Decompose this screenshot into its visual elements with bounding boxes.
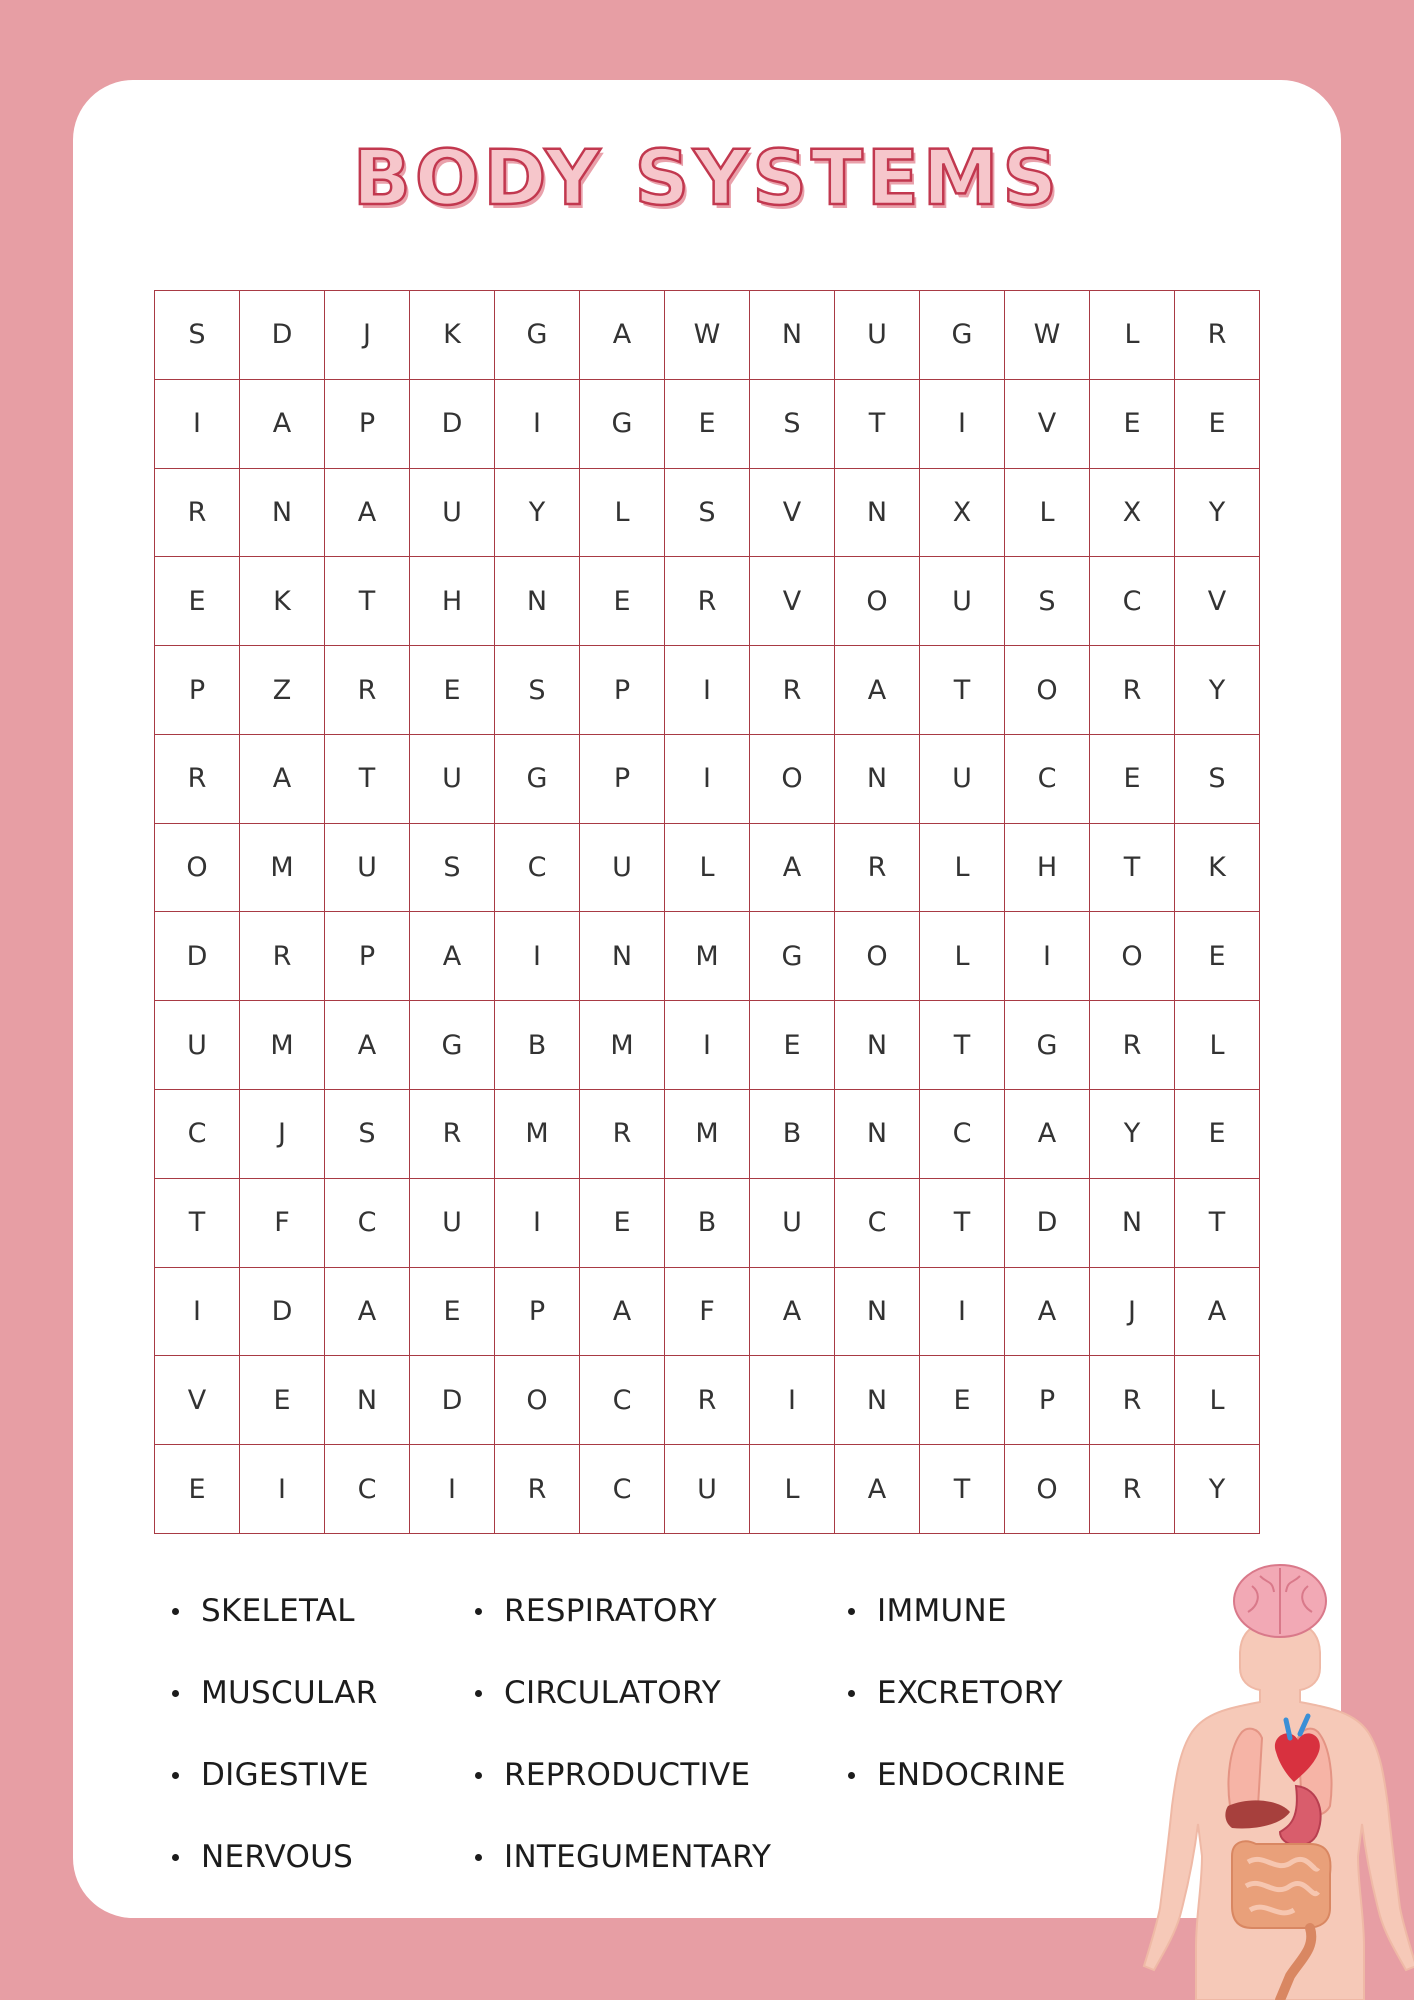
grid-cell[interactable]: C [155, 1090, 240, 1179]
grid-cell[interactable]: D [410, 380, 495, 469]
grid-cell[interactable]: G [495, 735, 580, 824]
grid-cell[interactable]: E [1090, 380, 1175, 469]
grid-cell[interactable]: K [240, 557, 325, 646]
grid-cell[interactable]: O [495, 1356, 580, 1445]
bullet-icon [172, 1772, 179, 1779]
grid-cell[interactable]: E [410, 646, 495, 735]
grid-cell[interactable]: C [835, 1179, 920, 1268]
grid-cell[interactable]: S [1005, 557, 1090, 646]
grid-cell[interactable]: V [1005, 380, 1090, 469]
grid-cell[interactable]: V [750, 557, 835, 646]
grid-cell[interactable]: E [155, 1445, 240, 1534]
grid-cell[interactable]: S [325, 1090, 410, 1179]
word-list-item [848, 1734, 1066, 1816]
grid-cell[interactable]: S [665, 469, 750, 558]
word-list-column-3 [848, 1570, 1066, 1816]
grid-cell[interactable]: N [495, 557, 580, 646]
grid-cell[interactable]: Y [1090, 1090, 1175, 1179]
grid-cell[interactable]: N [1090, 1179, 1175, 1268]
grid-cell[interactable]: R [750, 646, 835, 735]
grid-cell[interactable]: M [665, 1090, 750, 1179]
grid-cell[interactable]: A [325, 1268, 410, 1357]
word-list-item [475, 1570, 771, 1652]
grid-cell[interactable]: B [495, 1001, 580, 1090]
grid-cell[interactable]: L [1090, 291, 1175, 380]
word-label: ENDOCRINE [877, 1757, 1066, 1793]
word-label: NERVOUS [201, 1839, 354, 1875]
grid-cell[interactable]: A [1005, 1090, 1090, 1179]
grid-cell[interactable]: G [1005, 1001, 1090, 1090]
word-label: INTEGUMENTARY [504, 1839, 772, 1875]
bullet-icon [172, 1608, 179, 1615]
grid-cell[interactable]: Z [240, 646, 325, 735]
grid-cell[interactable]: O [1005, 646, 1090, 735]
grid-cell[interactable]: V [1175, 557, 1260, 646]
grid-cell[interactable]: G [495, 291, 580, 380]
grid-cell[interactable]: N [835, 469, 920, 558]
grid-cell[interactable]: O [155, 824, 240, 913]
grid-cell[interactable]: A [750, 1268, 835, 1357]
grid-cell[interactable]: V [155, 1356, 240, 1445]
word-list-item [172, 1816, 378, 1898]
bullet-icon [848, 1772, 855, 1779]
grid-cell[interactable]: U [410, 469, 495, 558]
grid-cell[interactable]: I [920, 380, 1005, 469]
grid-cell[interactable]: K [1175, 824, 1260, 913]
grid-cell[interactable]: R [495, 1445, 580, 1534]
grid-cell[interactable]: A [1175, 1268, 1260, 1357]
grid-cell[interactable]: T [325, 735, 410, 824]
grid-cell[interactable]: U [410, 1179, 495, 1268]
grid-cell[interactable]: R [1175, 291, 1260, 380]
word-list-item [848, 1652, 1066, 1734]
grid-cell[interactable]: F [665, 1268, 750, 1357]
grid-cell[interactable]: D [1005, 1179, 1090, 1268]
word-search-grid [154, 290, 1260, 1534]
grid-cell[interactable]: H [410, 557, 495, 646]
grid-cell[interactable]: P [325, 380, 410, 469]
grid-cell[interactable]: C [325, 1445, 410, 1534]
grid-cell[interactable]: U [325, 824, 410, 913]
grid-cell[interactable]: A [240, 380, 325, 469]
grid-cell[interactable]: R [665, 557, 750, 646]
grid-cell[interactable]: I [495, 912, 580, 1001]
grid-cell[interactable]: S [495, 646, 580, 735]
grid-cell[interactable]: R [155, 469, 240, 558]
word-list-item [475, 1734, 771, 1816]
word-label: REPRODUCTIVE [504, 1757, 751, 1793]
grid-cell[interactable]: A [1005, 1268, 1090, 1357]
bullet-icon [848, 1690, 855, 1697]
grid-cell[interactable]: R [155, 735, 240, 824]
word-label: IMMUNE [877, 1593, 1007, 1629]
grid-cell[interactable]: T [920, 1179, 1005, 1268]
grid-cell[interactable]: Y [1175, 1445, 1260, 1534]
grid-cell[interactable]: P [155, 646, 240, 735]
grid-cell[interactable]: T [1175, 1179, 1260, 1268]
grid-cell[interactable]: Y [1175, 469, 1260, 558]
grid-cell[interactable]: N [835, 735, 920, 824]
grid-cell[interactable]: U [410, 735, 495, 824]
grid-cell[interactable]: G [920, 291, 1005, 380]
grid-cell[interactable]: G [750, 912, 835, 1001]
grid-cell[interactable]: D [410, 1356, 495, 1445]
grid-cell[interactable]: F [240, 1179, 325, 1268]
grid-cell[interactable]: C [1090, 557, 1175, 646]
grid-cell[interactable]: A [750, 824, 835, 913]
grid-cell[interactable]: N [325, 1356, 410, 1445]
grid-cell[interactable]: C [920, 1090, 1005, 1179]
grid-cell[interactable]: A [835, 646, 920, 735]
grid-cell[interactable]: T [920, 1001, 1005, 1090]
grid-cell[interactable]: I [920, 1268, 1005, 1357]
word-label: RESPIRATORY [504, 1593, 717, 1629]
grid-cell[interactable]: N [835, 1001, 920, 1090]
grid-cell[interactable]: I [665, 1001, 750, 1090]
grid-cell[interactable]: M [580, 1001, 665, 1090]
grid-cell[interactable]: D [240, 1268, 325, 1357]
bullet-icon [172, 1854, 179, 1861]
grid-cell[interactable]: T [325, 557, 410, 646]
grid-cell[interactable]: A [580, 1268, 665, 1357]
word-list-item [172, 1734, 378, 1816]
grid-cell[interactable]: I [495, 380, 580, 469]
grid-cell[interactable]: L [750, 1445, 835, 1534]
grid-cell[interactable]: X [1090, 469, 1175, 558]
grid-cell[interactable]: P [580, 646, 665, 735]
grid-cell[interactable]: A [410, 912, 495, 1001]
grid-cell[interactable]: E [240, 1356, 325, 1445]
grid-cell[interactable]: I [1005, 912, 1090, 1001]
word-list-item [475, 1816, 771, 1898]
grid-cell[interactable]: U [920, 735, 1005, 824]
bullet-icon [172, 1690, 179, 1697]
grid-cell[interactable]: E [665, 380, 750, 469]
grid-cell[interactable]: R [325, 646, 410, 735]
grid-cell[interactable]: J [1090, 1268, 1175, 1357]
grid-cell[interactable]: W [665, 291, 750, 380]
grid-cell[interactable]: A [580, 291, 665, 380]
word-label: CIRCULATORY [504, 1675, 722, 1711]
grid-cell[interactable]: I [750, 1356, 835, 1445]
grid-cell[interactable]: Y [495, 469, 580, 558]
word-label: EXCRETORY [877, 1675, 1063, 1711]
grid-cell[interactable]: L [580, 469, 665, 558]
grid-cell[interactable]: N [580, 912, 665, 1001]
word-label: MUSCULAR [201, 1675, 378, 1711]
grid-cell[interactable]: C [580, 1445, 665, 1534]
grid-cell[interactable]: U [665, 1445, 750, 1534]
bullet-icon [475, 1854, 482, 1861]
grid-cell[interactable]: E [920, 1356, 1005, 1445]
grid-cell[interactable]: R [240, 912, 325, 1001]
grid-cell[interactable]: V [750, 469, 835, 558]
grid-cell[interactable]: I [240, 1445, 325, 1534]
grid-cell[interactable]: O [835, 912, 920, 1001]
grid-cell[interactable]: S [410, 824, 495, 913]
grid-cell[interactable]: L [920, 912, 1005, 1001]
grid-cell[interactable]: J [325, 291, 410, 380]
word-list-item [172, 1570, 378, 1652]
human-body-organs-icon [1140, 1556, 1414, 2000]
grid-cell[interactable]: G [580, 380, 665, 469]
word-list-column-1 [172, 1570, 378, 1898]
grid-cell[interactable]: A [325, 1001, 410, 1090]
grid-cell[interactable]: R [1090, 1445, 1175, 1534]
word-list-column-2 [475, 1570, 771, 1898]
grid-cell[interactable]: G [410, 1001, 495, 1090]
grid-cell[interactable]: I [665, 735, 750, 824]
grid-cell[interactable]: E [750, 1001, 835, 1090]
grid-cell[interactable]: O [835, 557, 920, 646]
grid-cell[interactable]: R [1090, 646, 1175, 735]
grid-cell[interactable]: E [1175, 912, 1260, 1001]
grid-cell[interactable]: N [835, 1268, 920, 1357]
bullet-icon [475, 1608, 482, 1615]
grid-cell[interactable]: N [835, 1090, 920, 1179]
grid-cell[interactable]: S [750, 380, 835, 469]
word-label: SKELETAL [201, 1593, 355, 1629]
grid-cell[interactable]: U [835, 291, 920, 380]
bullet-icon [848, 1608, 855, 1615]
grid-cell[interactable]: W [1005, 291, 1090, 380]
word-list-item [475, 1652, 771, 1734]
grid-cell[interactable]: J [240, 1090, 325, 1179]
grid-cell[interactable]: C [580, 1356, 665, 1445]
grid-cell[interactable]: M [665, 912, 750, 1001]
grid-cell[interactable]: O [1090, 912, 1175, 1001]
grid-cell[interactable]: T [1090, 824, 1175, 913]
grid-cell[interactable]: Y [1175, 646, 1260, 735]
grid-cell[interactable]: E [410, 1268, 495, 1357]
grid-cell[interactable]: I [155, 1268, 240, 1357]
grid-cell[interactable]: U [750, 1179, 835, 1268]
grid-cell[interactable]: L [920, 824, 1005, 913]
grid-cell[interactable]: R [1090, 1001, 1175, 1090]
grid-cell[interactable]: T [920, 1445, 1005, 1534]
grid-cell[interactable]: L [1005, 469, 1090, 558]
grid-cell[interactable]: P [325, 912, 410, 1001]
grid-cell[interactable]: O [750, 735, 835, 824]
bullet-icon [475, 1772, 482, 1779]
grid-cell[interactable]: N [750, 291, 835, 380]
word-list-item [172, 1652, 378, 1734]
grid-cell[interactable]: B [665, 1179, 750, 1268]
grid-cell[interactable]: L [665, 824, 750, 913]
page-title: BODY SYSTEMS [352, 133, 1062, 222]
grid-cell[interactable]: R [410, 1090, 495, 1179]
grid-cell[interactable]: M [495, 1090, 580, 1179]
grid-cell[interactable]: X [920, 469, 1005, 558]
grid-cell[interactable]: D [155, 912, 240, 1001]
bullet-icon [475, 1690, 482, 1697]
grid-cell[interactable]: A [240, 735, 325, 824]
grid-cell[interactable]: A [835, 1445, 920, 1534]
grid-cell[interactable]: I [665, 646, 750, 735]
grid-cell[interactable]: L [1175, 1356, 1260, 1445]
grid-cell[interactable]: L [1175, 1001, 1260, 1090]
grid-cell[interactable]: T [835, 380, 920, 469]
grid-cell[interactable]: D [240, 291, 325, 380]
grid-cell[interactable]: E [155, 557, 240, 646]
grid-cell[interactable]: P [1005, 1356, 1090, 1445]
grid-cell[interactable]: E [1175, 380, 1260, 469]
grid-cell[interactable]: S [155, 291, 240, 380]
grid-cell[interactable]: U [580, 824, 665, 913]
grid-cell[interactable]: C [325, 1179, 410, 1268]
grid-cell[interactable]: R [665, 1356, 750, 1445]
grid-cell[interactable]: S [1175, 735, 1260, 824]
grid-cell[interactable]: M [240, 1001, 325, 1090]
grid-cell[interactable]: U [920, 557, 1005, 646]
grid-cell[interactable]: B [750, 1090, 835, 1179]
word-list-item [848, 1570, 1066, 1652]
grid-cell[interactable]: R [580, 1090, 665, 1179]
grid-cell[interactable]: C [495, 824, 580, 913]
grid-cell[interactable]: T [155, 1179, 240, 1268]
grid-cell[interactable]: H [1005, 824, 1090, 913]
grid-cell[interactable]: K [410, 291, 495, 380]
grid-cell[interactable]: C [1005, 735, 1090, 824]
grid-cell[interactable]: E [1090, 735, 1175, 824]
grid-cell[interactable]: A [325, 469, 410, 558]
grid-cell[interactable]: N [835, 1356, 920, 1445]
grid-cell[interactable]: N [240, 469, 325, 558]
grid-cell[interactable]: R [835, 824, 920, 913]
grid-cell[interactable]: I [495, 1179, 580, 1268]
grid-cell[interactable]: P [580, 735, 665, 824]
grid-cell[interactable]: E [580, 1179, 665, 1268]
grid-cell[interactable]: T [920, 646, 1005, 735]
grid-cell[interactable]: R [1090, 1356, 1175, 1445]
grid-cell[interactable]: M [240, 824, 325, 913]
grid-cell[interactable]: I [410, 1445, 495, 1534]
grid-cell[interactable]: E [580, 557, 665, 646]
grid-cell[interactable]: O [1005, 1445, 1090, 1534]
grid-cell[interactable]: P [495, 1268, 580, 1357]
grid-cell[interactable]: I [155, 380, 240, 469]
grid-cell[interactable]: U [155, 1001, 240, 1090]
word-label: DIGESTIVE [201, 1757, 369, 1793]
grid-cell[interactable]: E [1175, 1090, 1260, 1179]
